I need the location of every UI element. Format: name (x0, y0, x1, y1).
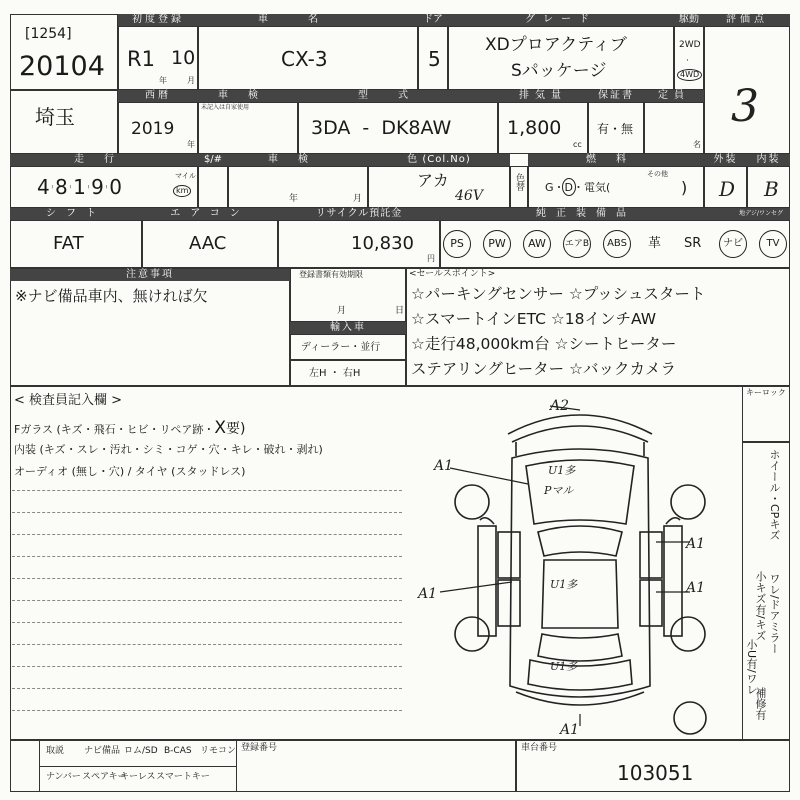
reg-expiry-label: 登録書類有効期限 (299, 270, 363, 279)
exterior-cell (704, 166, 747, 208)
sales-point: ☆走行48,000km台 ☆シートヒーター (411, 335, 677, 353)
legend-cell (742, 442, 790, 740)
footer-navi: ナビ備品 (84, 746, 121, 756)
mark-right-lower: A1 (686, 580, 706, 596)
capacity-unit: 名 (693, 140, 701, 149)
aircon-cell (142, 220, 278, 268)
equip-tv: TV (759, 230, 787, 258)
import-type: ディーラー・並行 (301, 342, 381, 353)
displacement-cell (498, 102, 588, 154)
model-cell (198, 26, 418, 90)
legend-scratch: 小キズ有/キズ (754, 571, 767, 641)
western-year-unit: 年 (187, 140, 195, 149)
lot-number: 20104 (19, 51, 105, 82)
mileage-cell (10, 166, 198, 208)
fuel-cell (528, 166, 704, 208)
western-year: 2019 (131, 119, 175, 139)
shift-value: FAT (53, 233, 84, 254)
exterior-label: 外装 (704, 154, 747, 166)
equip-abs: ABS (603, 230, 631, 258)
interior-grade: B (764, 177, 779, 201)
equip-ps: PS (443, 230, 471, 258)
exterior-grade: D (719, 177, 736, 201)
chassis-cell (516, 740, 790, 792)
sales-point: ☆スマートインETC ☆18インチAW (411, 310, 657, 328)
recycle-label: リサイクル預託金 (278, 208, 440, 220)
sh-cell (198, 166, 228, 208)
footer-keyless: キーレス (120, 772, 156, 782)
legend-mirror: ワレ/ドアミラー (768, 573, 781, 654)
mileage-digit: 8 (55, 175, 69, 199)
legend-wheel: ホイール・CPキズ (768, 449, 781, 541)
unregistered-note: 未記入は自家使用 (201, 104, 250, 111)
inspector-line-glass: Fガラス (キズ・飛石・ヒビ・リペア跡・X要) (14, 418, 246, 438)
score-cell (704, 26, 790, 154)
mileage-digit: 4 (37, 175, 51, 199)
footer-plate: ナンバー (46, 772, 81, 782)
warranty-cell (588, 102, 644, 154)
color-code-handwritten: 46V (455, 188, 483, 204)
type-cell (298, 102, 498, 154)
grade-sub: Sパッケージ (511, 61, 607, 81)
footer-smart-key: スマートキー (156, 772, 210, 782)
footer-divider (40, 766, 236, 767)
equip-leather: 革 (648, 236, 662, 251)
handle: 左H ・ 右H (309, 368, 361, 379)
year-unit: 年 (159, 76, 167, 85)
equip-sr: SR (684, 236, 702, 251)
fuel-other-label: その他 (647, 170, 668, 178)
cc-unit: cc (573, 140, 582, 149)
displacement: 1,800 (507, 117, 562, 139)
drive-cell: 2WD · 4WD (674, 26, 704, 90)
inspector-line-audio: オーディオ (無し・穴) / タイヤ (スタッドレス) (14, 465, 246, 478)
capacity-label: 定員 (644, 90, 704, 102)
fuel-label: 燃料 (528, 154, 704, 166)
footer-remote: リモコン (200, 746, 237, 756)
fuel-selected-circle (562, 178, 576, 196)
yen-unit: 円 (427, 254, 435, 263)
sales-point: ☆パーキングセンサー ☆プッシュスタート (411, 285, 706, 303)
mark-trunk: U1多 (550, 660, 578, 673)
handle-cell (290, 360, 406, 386)
western-label: 西暦 (118, 90, 198, 102)
legend-dent: 小U有/ワレ (745, 639, 758, 695)
sales-cell (406, 268, 790, 386)
sales-point: ステアリングヒーター ☆バックカメラ (411, 360, 676, 378)
reg-month-unit: 月 (337, 306, 347, 316)
reg-month: 10 (171, 47, 196, 69)
drive-4wd: 4WD (677, 69, 702, 81)
mark-front: A2 (550, 398, 570, 414)
mark-hood-note: Pマル (544, 484, 574, 497)
model-name: CX-3 (281, 47, 328, 71)
lot-cell (10, 14, 118, 90)
drive-label: 駆動 (674, 14, 704, 26)
mileage-label: 走行 (10, 154, 198, 166)
car-damage-diagram (420, 396, 740, 736)
model-label: 車名 (198, 14, 418, 26)
recycle-cell (278, 220, 440, 268)
legend-repair: 補修有 (754, 687, 767, 720)
reg-day-unit: 日 (395, 306, 405, 316)
shift-cell (10, 220, 142, 268)
mark-left-upper: A1 (434, 458, 454, 474)
door-label: ドア (418, 14, 448, 26)
footer-check-col (10, 740, 40, 792)
reg-no-cell (236, 740, 516, 792)
import-cell (290, 334, 406, 360)
footer-manual: 取説 (46, 746, 65, 756)
check-label: 車検 (198, 90, 298, 102)
mileage-digit: 1 (73, 175, 87, 199)
repaint-label: 色替 (514, 173, 524, 191)
door-cell (418, 26, 448, 90)
fuel-options: G・D・電気( (545, 181, 611, 194)
displacement-label: 排気量 (498, 90, 588, 102)
color-name: アカ (417, 171, 449, 190)
aircon-value: AAC (189, 233, 227, 254)
equip-aw: AW (523, 230, 551, 258)
recycle-value: 10,830 (351, 233, 414, 254)
year-era: R1 (127, 47, 155, 71)
type-code: 3DA - DK8AW (311, 117, 452, 139)
equip-airbag: エアB (563, 230, 591, 258)
unit-mile: マイル (175, 172, 196, 180)
mark-rear: A1 (560, 722, 580, 738)
reg-no-label: 登録番号 (241, 743, 278, 753)
door-count: 5 (428, 47, 441, 71)
notes-text: ※ナビ備品車内、無ければ欠 (15, 287, 208, 305)
notes-cell (10, 268, 290, 386)
region-cell (10, 90, 118, 154)
mileage-digit: 9 (91, 175, 105, 199)
western-cell (118, 102, 198, 154)
warranty-value: 有・無 (597, 122, 634, 136)
mark-right-upper: A1 (686, 536, 706, 552)
notes-label: 注意事項 (10, 269, 290, 281)
inspector-title: < 検査員記入欄 > (14, 393, 123, 408)
check-cell (198, 102, 298, 154)
mileage-digits: 4'8'1'9'0 (37, 175, 123, 199)
inspection-label: 車検 (228, 154, 368, 166)
first-reg-cell (118, 26, 198, 90)
import-label: 輸入車 (290, 322, 406, 334)
aircon-label: エアコン (142, 208, 278, 220)
key-lock-cell (742, 386, 790, 442)
chassis-number: 103051 (617, 761, 694, 785)
first-reg-label: 初度登録 (118, 14, 198, 26)
score-value: 3 (731, 81, 759, 132)
equip-pw: PW (483, 230, 511, 258)
footer-rom: ロム/SD (124, 746, 158, 756)
score-label: 評価点 (704, 14, 790, 26)
inspector-line-interior: 内装 (キズ・スレ・汚れ・シミ・コゲ・穴・キレ・破れ・剥れ) (14, 443, 323, 456)
grade-cell (448, 26, 674, 90)
mark-hood: U1多 (548, 464, 576, 477)
sh-label: $/# (198, 154, 228, 166)
drive-2wd: 2WD (679, 40, 701, 50)
mark-left-lower: A1 (418, 586, 438, 602)
capacity-cell (644, 102, 704, 154)
reg-expiry-cell (290, 268, 406, 322)
grade-label: グレード (448, 14, 674, 26)
fuel-close: ) (681, 178, 688, 197)
insp-year-unit: 年 (289, 194, 299, 204)
footer-bcas: B-CAS (164, 746, 192, 756)
equipment-cell (440, 220, 790, 268)
mark-roof: U1多 (550, 578, 578, 591)
shift-label: シフト (10, 208, 142, 220)
equipment-label: 純正装備品 (440, 208, 732, 220)
interior-cell (747, 166, 790, 208)
interior-label: 内装 (747, 154, 790, 166)
key-lock-label: キーロック (746, 388, 786, 397)
color-label: 色 (Col.No) (368, 154, 510, 166)
inspection-cell (228, 166, 368, 208)
color-cell (368, 166, 510, 208)
warranty-label: 保証書 (588, 90, 644, 102)
chassis-label: 車台番号 (521, 743, 558, 753)
grade-name: XDプロアクティブ (485, 35, 627, 55)
mileage-digit: 0 (109, 175, 123, 199)
region: 埼玉 (35, 105, 75, 129)
type-label: 型式 (298, 90, 498, 102)
unit-km: km (173, 185, 191, 197)
lot-bracket: [1254] (25, 26, 72, 42)
repaint-cell (510, 166, 528, 208)
equip-navi: ナビ (719, 230, 747, 258)
tv-mark-label: 地デジ/ワンセグ (732, 208, 790, 220)
footer-spare-key: スペアキー (82, 772, 127, 782)
month-unit: 月 (187, 76, 195, 85)
insp-month-unit: 月 (353, 194, 363, 204)
sales-label: <セールスポイント> (409, 269, 496, 279)
